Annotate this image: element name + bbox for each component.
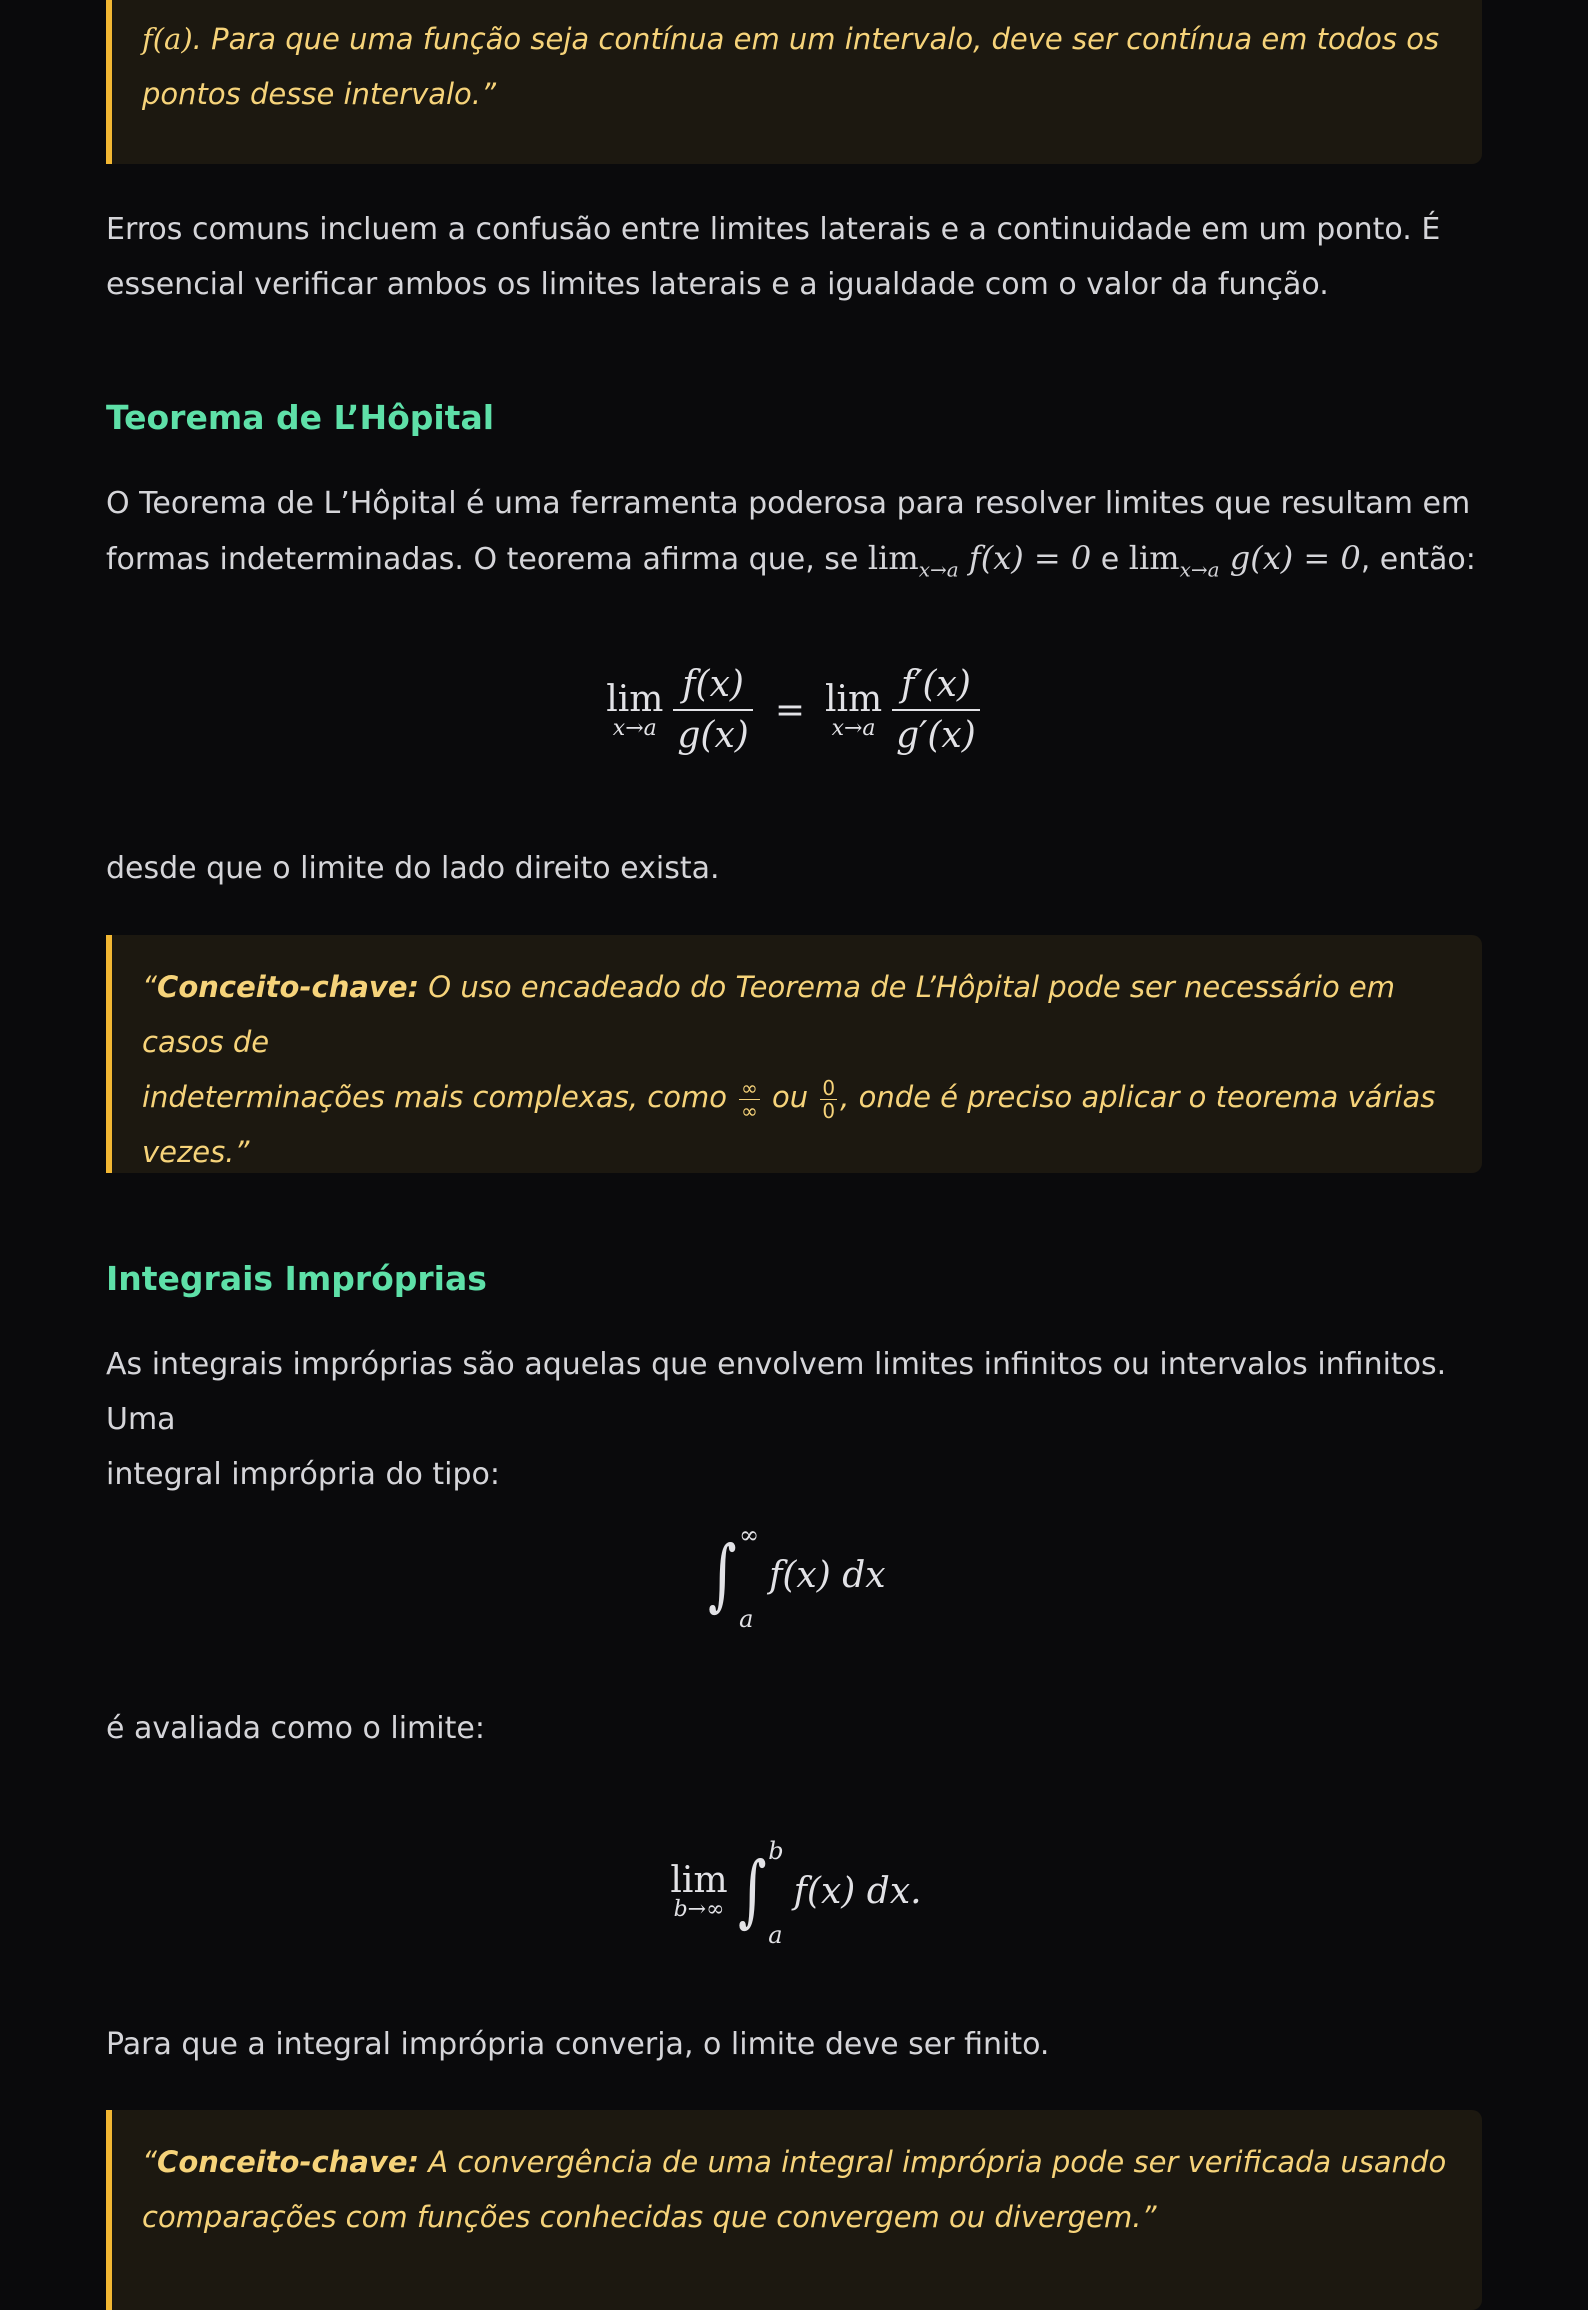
lim-subscript: b→∞ bbox=[673, 1897, 725, 1922]
lim-text: lim bbox=[867, 539, 919, 577]
callout-continuity bbox=[106, 0, 1482, 164]
lim-subscript: x→a bbox=[831, 716, 876, 741]
fraction-inf-over-inf bbox=[739, 1075, 760, 1123]
formula-improper-integral bbox=[106, 1520, 1482, 1633]
callout-key-label: Conceito-chave: bbox=[157, 2145, 420, 2179]
paragraph-line: O Teorema de L’Hôpital é uma ferramenta poderosa para resolver limites que resultam em bbox=[106, 486, 1471, 521]
lim-subscript: x→a bbox=[918, 557, 959, 582]
math-fx-zero: f(x) = 0 bbox=[968, 539, 1092, 577]
callout-text: A convergência de uma integral imprópria pode ser verificada usando bbox=[419, 2145, 1447, 2179]
integral-expression bbox=[732, 1837, 922, 1949]
section-heading-lhopital: Teorema de L’Hôpital bbox=[106, 398, 495, 437]
numerator: 0 bbox=[822, 1075, 836, 1100]
lim-text: lim bbox=[824, 679, 883, 720]
numerator: ∞ bbox=[741, 1075, 758, 1100]
integral-expression bbox=[702, 1521, 886, 1633]
limit-operator bbox=[606, 679, 663, 741]
callout-line: vezes.” bbox=[142, 1135, 250, 1169]
quote-mark: “ bbox=[142, 970, 158, 1004]
lim-text: lim bbox=[606, 679, 664, 720]
upper-limit: ∞ bbox=[739, 1521, 760, 1549]
integral-limits bbox=[768, 1837, 784, 1949]
integral-sign: ∫ bbox=[737, 1846, 767, 1936]
fraction-zero-over-zero bbox=[820, 1075, 837, 1123]
lower-limit: a bbox=[768, 1921, 783, 1949]
integrand: f(x) dx. bbox=[793, 1870, 922, 1912]
callout-line: comparações com funções conhecidas que convergem ou divergem.” bbox=[142, 2200, 1157, 2234]
equals-sign: = bbox=[774, 689, 805, 731]
paragraph-line bbox=[106, 531, 1496, 597]
text-fragment: , então: bbox=[1360, 542, 1476, 577]
denominator: g(x) bbox=[673, 709, 752, 756]
paragraph-lhopital-condition: desde que o limite do lado direito exista. bbox=[106, 851, 720, 886]
math-gx-zero: g(x) = 0 bbox=[1229, 539, 1361, 577]
callout-lhopital bbox=[106, 935, 1482, 1173]
formula-lhopital bbox=[106, 655, 1482, 765]
callout-text: , onde é preciso aplicar o teorema várias bbox=[840, 1080, 1436, 1114]
math-lim bbox=[867, 539, 1092, 582]
text-fragment: e bbox=[1091, 542, 1129, 577]
paragraph-line: essencial verificar ambos os limites laterais e a igualdade com o valor da função. bbox=[106, 267, 1329, 302]
lim-subscript: x→a bbox=[1179, 557, 1220, 582]
paragraph-line: Erros comuns incluem a confusão entre limites laterais e a continuidade em um ponto. É bbox=[106, 212, 1441, 247]
numerator: f′(x) bbox=[901, 664, 971, 705]
callout-line bbox=[142, 2135, 1452, 2190]
section-heading-improper-integrals: Integrais Impróprias bbox=[106, 1259, 487, 1298]
limit-operator bbox=[670, 1860, 727, 1922]
integral-limits bbox=[739, 1521, 760, 1633]
paragraph-lhopital-intro bbox=[106, 476, 1496, 597]
limit-operator bbox=[825, 679, 882, 741]
lim-text: lim bbox=[670, 1860, 728, 1901]
numerator: f(x) bbox=[682, 664, 744, 705]
math-fa: f(a) bbox=[142, 22, 193, 56]
lim-subscript: x→a bbox=[612, 716, 657, 741]
text-fragment: formas indeterminadas. O teorema afirma que, se bbox=[106, 542, 868, 577]
integral-sign: ∫ bbox=[708, 1530, 737, 1620]
paragraph-convergence: Para que a integral imprópria converja, o limite deve ser finito. bbox=[106, 2027, 1050, 2062]
denominator: 0 bbox=[822, 1098, 836, 1123]
paragraph-improper-intro bbox=[106, 1337, 1496, 1502]
paragraph-line: As integrais impróprias são aquelas que envolvem limites infinitos ou intervalos infinitos. Uma bbox=[106, 1347, 1447, 1437]
denominator: g′(x) bbox=[892, 709, 980, 756]
callout-text: pontos desse intervalo.” bbox=[142, 77, 497, 111]
callout-text: ou bbox=[762, 1080, 818, 1114]
paragraph-errors bbox=[106, 202, 1496, 312]
paragraph-line: integral imprópria do tipo: bbox=[106, 1457, 500, 1492]
callout-convergence bbox=[106, 2110, 1482, 2310]
math-lim bbox=[1128, 539, 1361, 582]
callout-text: . Para que uma função seja contínua em um intervalo, deve ser contínua em todos os bbox=[192, 22, 1440, 56]
formula-improper-limit bbox=[106, 1836, 1482, 1949]
paragraph-evaluated-as: é avaliada como o limite: bbox=[106, 1711, 485, 1746]
upper-limit: b bbox=[768, 1837, 784, 1865]
callout-text: indeterminações mais complexas, como bbox=[142, 1080, 737, 1114]
lower-limit: a bbox=[739, 1605, 754, 1633]
callout-text: O uso encadeado do Teorema de L’Hôpital pode ser necessário em casos de bbox=[142, 970, 1396, 1059]
integrand: f(x) dx bbox=[769, 1554, 886, 1596]
lim-text: lim bbox=[1128, 539, 1180, 577]
denominator: ∞ bbox=[741, 1098, 758, 1123]
fraction-f-over-g bbox=[673, 664, 752, 756]
quote-mark: “ bbox=[142, 2145, 158, 2179]
callout-line bbox=[142, 12, 1452, 67]
callout-line bbox=[142, 1070, 1452, 1125]
fraction-fprime-over-gprime bbox=[892, 664, 980, 756]
callout-line bbox=[142, 960, 1452, 1070]
callout-key-label: Conceito-chave: bbox=[157, 970, 420, 1004]
